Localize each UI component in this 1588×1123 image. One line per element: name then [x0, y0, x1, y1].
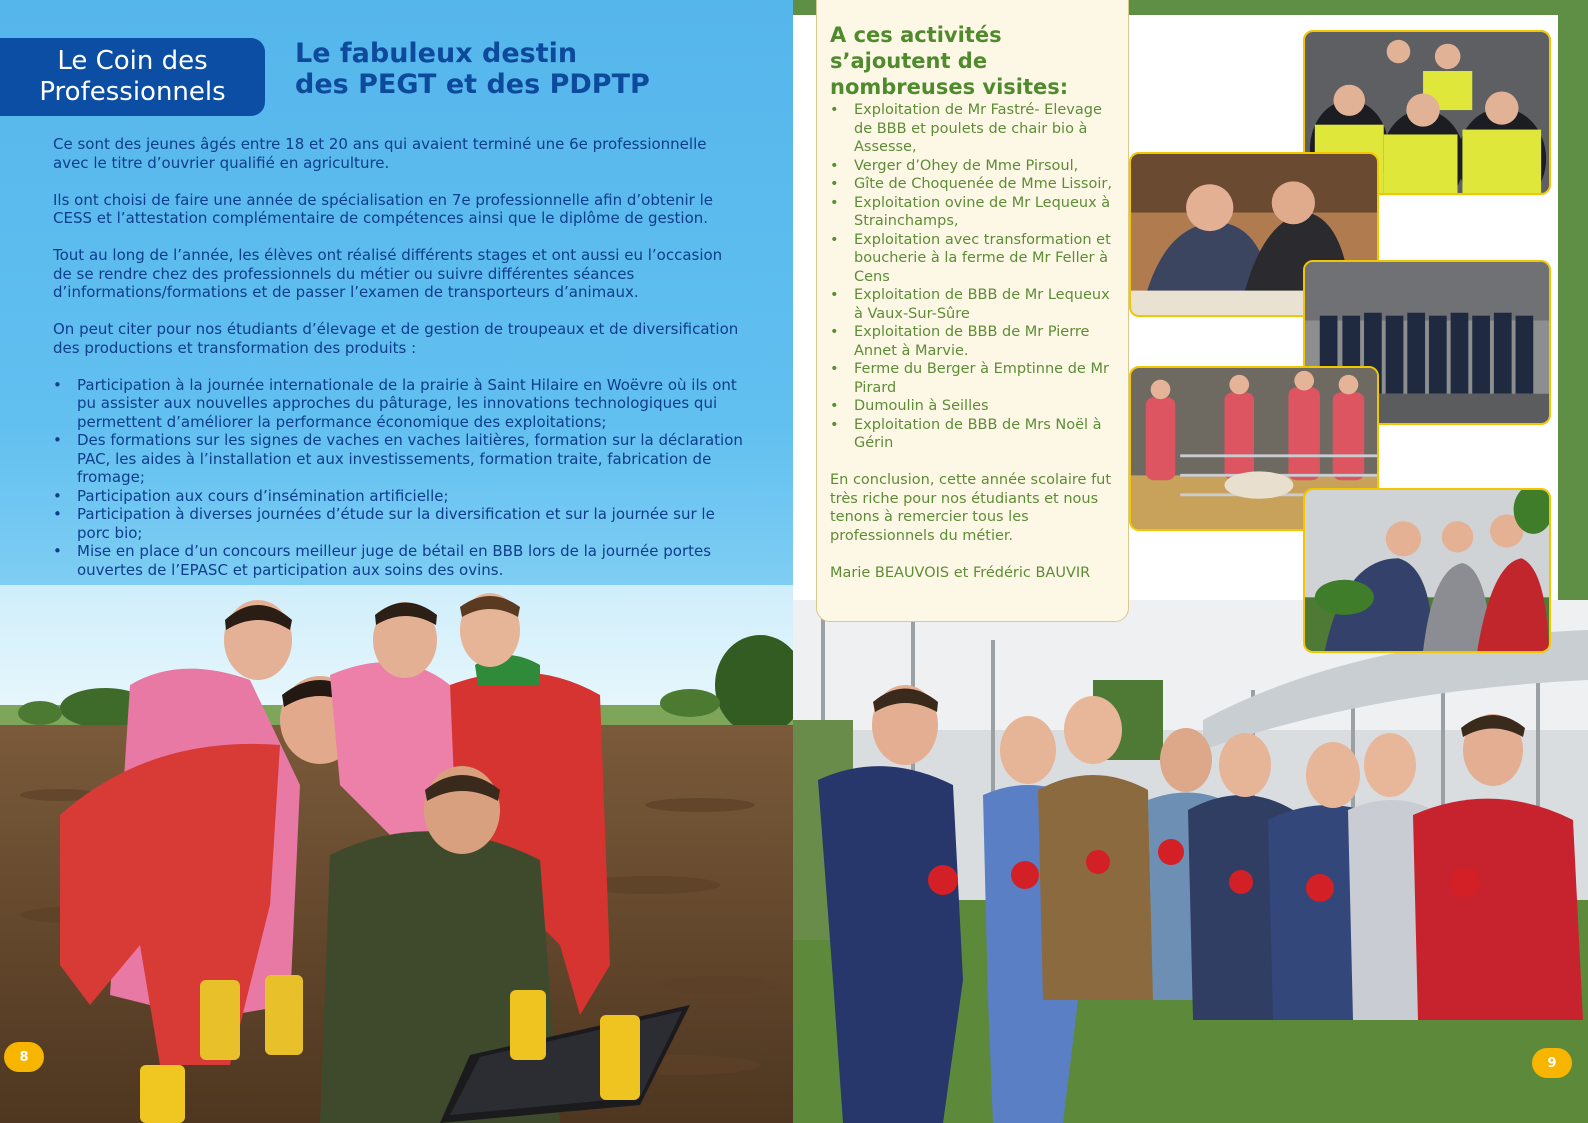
article-title-line-1: Le fabuleux destin — [295, 38, 578, 69]
section-badge — [0, 38, 265, 116]
list-item: • Dumoulin à Seilles — [830, 397, 1122, 416]
photo-group-strawberries — [793, 600, 1588, 1123]
visits-list — [830, 101, 1122, 453]
left-page — [0, 0, 793, 1123]
list-item: • Exploitation de BBB de Mr Lequeux à Vaux-Sur-Sûre — [830, 286, 1122, 323]
article-body — [53, 135, 743, 579]
visits-body — [830, 101, 1122, 601]
list-item: • Gîte de Choquenée de Mme Lissoir, — [830, 175, 1122, 194]
list-item: • Exploitation de Mr Fastré- Elevage de BBB et poulets de chair bio à Assesse, — [830, 101, 1122, 157]
visits-heading: A ces activités s’ajoutent de nombreuses visites: — [830, 23, 1069, 99]
list-item: • Participation à diverses journées d’étude sur la diversification et sur la journée sur le porc bio; — [53, 505, 743, 542]
paragraph: Ils ont choisi de faire une année de spécialisation en 7e professionnelle afin d’obtenir le CESS et l’attestation complémentaire de compétences ainsi que le diplôme de gestion. — [53, 190, 713, 227]
green-corner — [1558, 0, 1588, 600]
list-item: • Exploitation de BBB de Mrs Noël à Gérin — [830, 416, 1122, 453]
list-item: • Exploitation avec transformation et boucherie à la ferme de Mr Feller à Cens — [830, 231, 1122, 287]
photo-students-field-laptop — [0, 585, 793, 1123]
list-item: • Des formations sur les signes de vaches en vaches laitières, formation sur la déclaration PAC, les aides à l’installation et aux investissements, formation traite, fabrication de fromage; — [53, 431, 743, 487]
list-item: • Exploitation ovine de Mr Lequeux à Strainchamps, — [830, 194, 1122, 231]
paragraph: On peut citer pour nos étudiants d’élevage et de gestion de troupeaux et de diversification des productions et transformation des produits : — [53, 320, 739, 357]
list-item: • Participation à la journée internationale de la prairie à Saint Hilaire en Woëvre où ils ont pu assister aux nouvelles approches du pâturage, les innovations technologiques qui permettent d’améliorer la performance économique des exploitations; — [53, 376, 743, 432]
photo-students-greenhouse — [1303, 488, 1551, 653]
article-title — [295, 38, 765, 100]
list-item: • Ferme du Berger à Emptinne de Mr Pirard — [830, 360, 1122, 397]
paragraph: Ce sont des jeunes âgés entre 18 et 20 ans qui avaient terminé une 6e professionnelle avec le titre d’ouvrier qualifié en agriculture. — [53, 135, 707, 172]
article-title-line-2: des PEGT et des PDPTP — [295, 69, 650, 100]
conclusion: En conclusion, cette année scolaire fut très riche pour nos étudiants et nous tenons à remercier tous les professionnels du métier. — [830, 472, 1112, 544]
section-badge-label: Le Coin des Professionnels — [39, 46, 226, 107]
page-number: 9 — [1532, 1048, 1572, 1078]
paragraph: Tout au long de l’année, les élèves ont réalisé différents stages et ont aussi eu l’occasion de se rendre chez des professionnels du métier ou suivre différentes séances d’informations/formations et de passer l’examen de transporteurs d’animaux. — [53, 246, 723, 301]
list-item: • Verger d’Ohey de Mme Pirsoul, — [830, 157, 1122, 176]
list-item: • Participation aux cours d’insémination artificielle; — [53, 487, 743, 506]
list-item: • Exploitation de BBB de Mr Pierre Annet à Marvie. — [830, 323, 1122, 360]
activities-list — [53, 376, 743, 580]
list-item: • Mise en place d’un concours meilleur juge de bétail en BBB lors de la journée portes ouvertes de l’EPASC et participation aux soins des ovins. — [53, 542, 743, 579]
signature: Marie BEAUVOIS et Frédéric BAUVIR — [830, 564, 1091, 581]
right-page — [793, 0, 1588, 1123]
page-number: 8 — [4, 1042, 44, 1072]
